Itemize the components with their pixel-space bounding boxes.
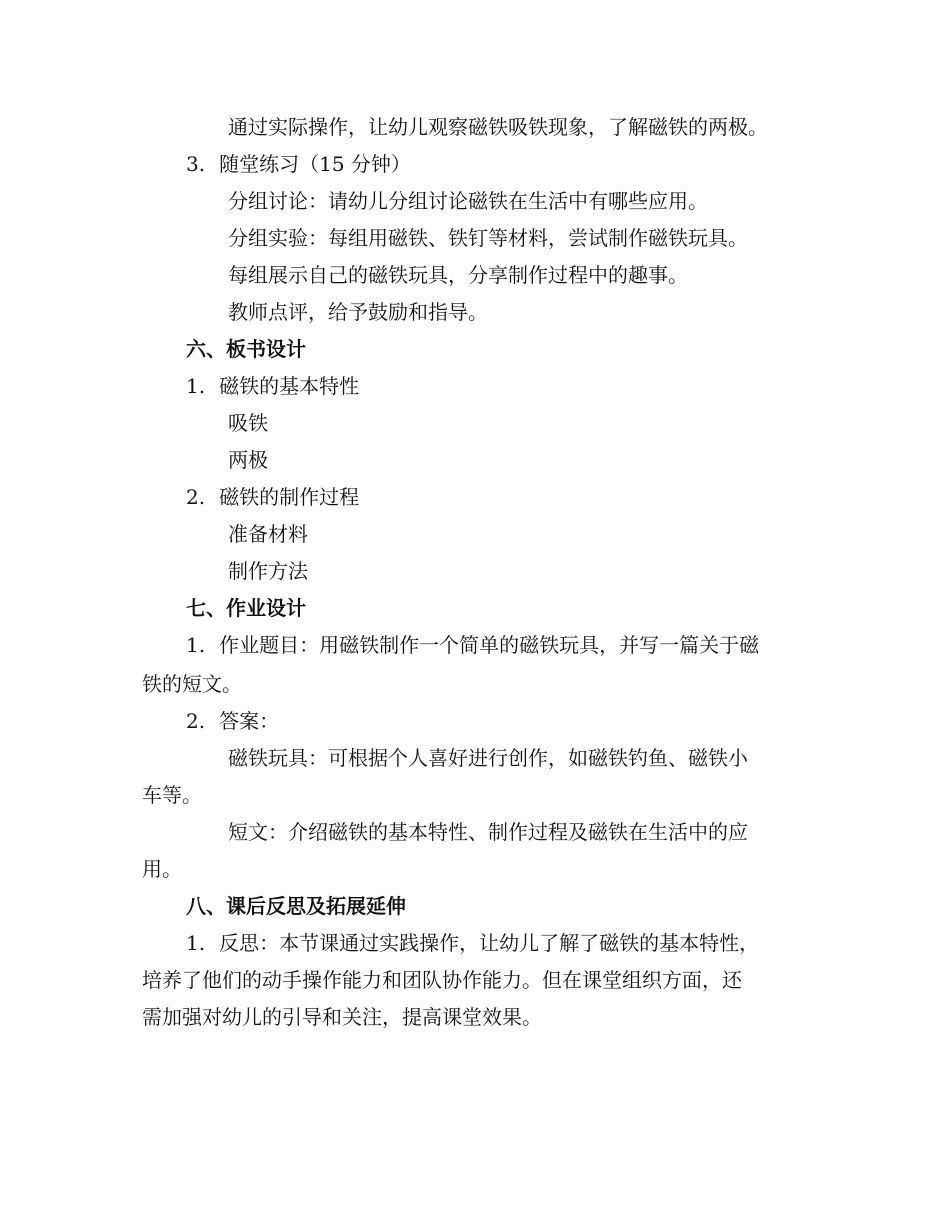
homework-answer-title-line — [186, 708, 279, 734]
practice-item: 教师点评，给予鼓励和指导。 — [228, 300, 488, 324]
board-subitem: 制作方法 — [228, 559, 308, 583]
homework-answer-title: 答案： — [219, 709, 280, 733]
board-item-label: 磁铁的制作过程 — [219, 485, 360, 509]
homework-question-text: 作业题目：用磁铁制作一个简单的磁铁玩具，并写一篇关于磁 — [219, 633, 760, 657]
practice-item: 每组展示自己的磁铁玩具，分享制作过程中的趣事。 — [228, 263, 688, 287]
practice-title-line — [186, 151, 411, 177]
reflection-line — [186, 930, 759, 956]
board-subitem: 吸铁 — [228, 411, 268, 435]
homework-question-continued: 铁的短文。 — [142, 672, 242, 696]
section-heading-reflection: 八、课后反思及拓展延伸 — [186, 894, 406, 918]
board-item-title — [186, 484, 359, 510]
answer-essay-continued: 用。 — [142, 857, 182, 881]
reflection-continued: 培养了他们的动手操作能力和团队协作能力。但在课堂组织方面，还 — [142, 968, 742, 992]
section-heading-board-design: 六、板书设计 — [186, 337, 306, 361]
answer-toy-line: 磁铁玩具：可根据个人喜好进行创作，如磁铁钓鱼、磁铁小 — [228, 746, 748, 770]
intro-line: 通过实际操作，让幼儿观察磁铁吸铁现象，了解磁铁的两极。 — [228, 115, 768, 139]
homework-question-number: 1. — [186, 633, 206, 657]
practice-item: 分组实验：每组用磁铁、铁钉等材料，尝试制作磁铁玩具。 — [228, 226, 748, 250]
board-item-number: 1. — [186, 374, 206, 398]
reflection-continued: 需加强对幼儿的引导和关注，提高课堂效果。 — [142, 1005, 542, 1029]
board-item-title — [186, 373, 359, 399]
practice-number: 3. — [186, 152, 206, 176]
board-subitem: 两极 — [228, 448, 268, 472]
board-item-number: 2. — [186, 485, 206, 509]
practice-title: 随堂练习（15 分钟） — [219, 152, 411, 176]
section-heading-homework: 七、作业设计 — [186, 596, 306, 620]
answer-essay-line: 短文：介绍磁铁的基本特性、制作过程及磁铁在生活中的应 — [228, 820, 748, 844]
reflection-number: 1. — [186, 931, 206, 955]
board-item-label: 磁铁的基本特性 — [219, 374, 360, 398]
answer-toy-continued: 车等。 — [142, 783, 202, 807]
practice-item: 分组讨论：请幼儿分组讨论磁铁在生活中有哪些应用。 — [228, 189, 708, 213]
homework-answer-number: 2. — [186, 709, 206, 733]
reflection-text: 反思：本节课通过实践操作，让幼儿了解了磁铁的基本特性， — [219, 931, 760, 955]
board-subitem: 准备材料 — [228, 522, 308, 546]
homework-question-line — [186, 632, 759, 658]
